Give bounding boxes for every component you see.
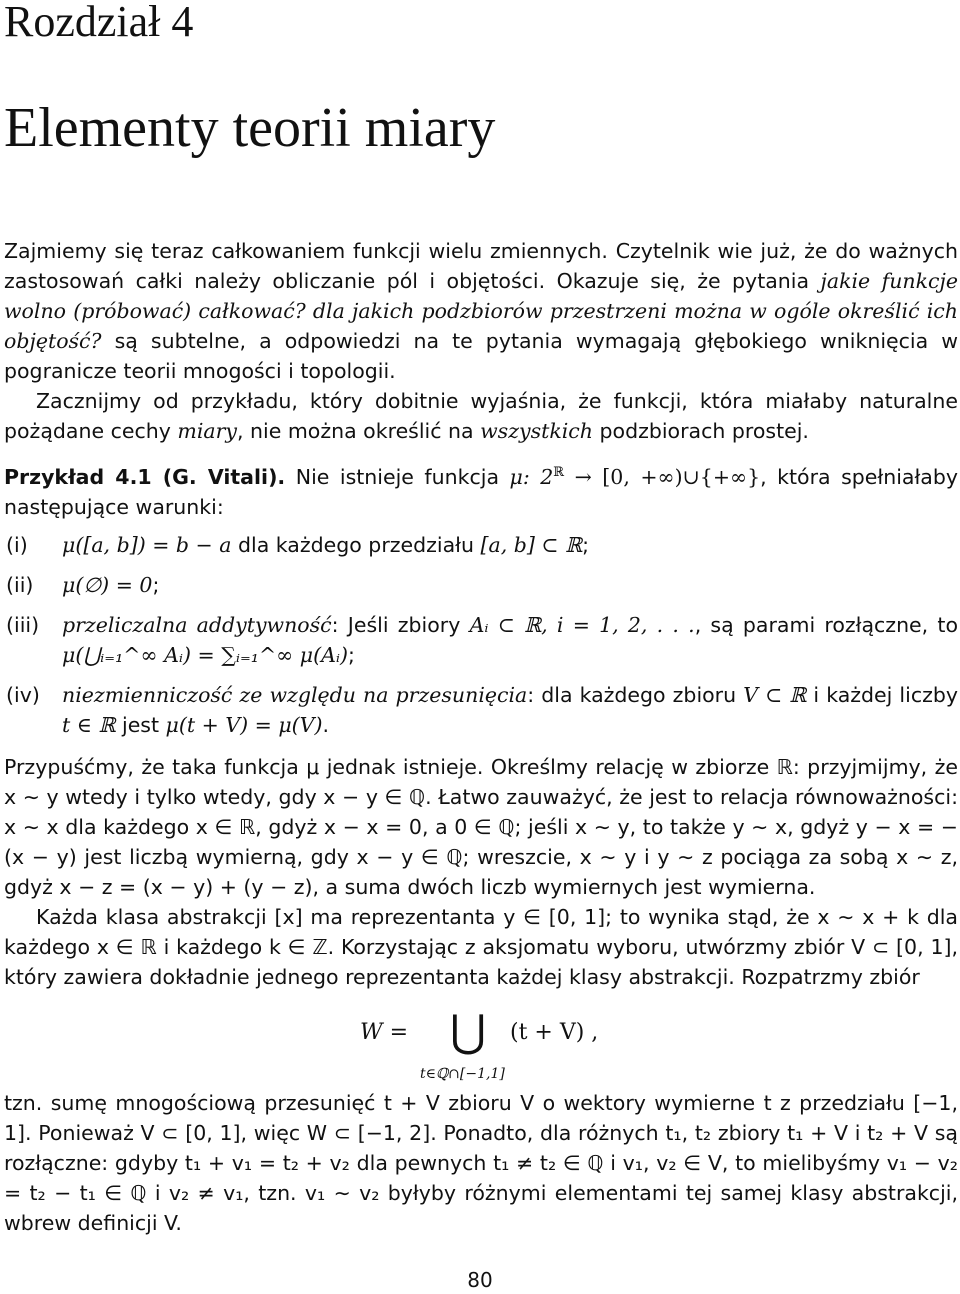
condition-tail: ; <box>348 643 355 667</box>
example-formula-sup: ℝ <box>553 465 565 480</box>
proof-paragraph-3: tzn. sumę mnogościową przesunięć t + V zbioru V o wektory wymierne t z przedziału [−1, 1]. Ponieważ V ⊂ [0, 1], więc W ⊂ [−1, 2]. Ponadto, dla różnych t₁, t₂ zbiory t₁ + V i t₂ + V są rozłączne: gdyby t₁ + v₁ = t₂ + v₂ dla pewnych t₁ ≠ t₂ ∈ ℚ i v₁, v₂ ∈ V, to mielibyśmy v₁ − v₂ = t₂ − t₁ ∈ ℚ i v₂ ≠ v₁, tzn. v₁ ∼ v₂ byłyby różnymi elementami tej samej klasy abstrakcji, wbrew definicji V. <box>4 1091 958 1235</box>
proof-paragraph-2: Każda klasa abstrakcji [x] ma reprezentanta y ∈ [0, 1]; to wynika stąd, że x ∼ x + k dla każdego x ∈ ℝ i każdego k ∈ ℤ. Korzystając z aksjomatu wyboru, utwórzmy zbiór V ⊂ [0, 1], który zawiera dokładnie jednego reprezentanta każdej klasy abstrakcji. Rozpatrzmy zbiór <box>4 905 958 989</box>
condition-math-3: μ(⋃ᵢ₌₁^∞ Aᵢ) = ∑ᵢ₌₁^∞ μ(Aᵢ) <box>62 643 349 667</box>
example-formula-mu: μ: 2 <box>509 464 554 489</box>
union-subscript: t∈ℚ∩[−1,1] <box>420 1066 505 1082</box>
intro-questions: jakie funkcje wolno (próbować) całkować? dla jakich podzbiorów przestrzeni można w ogóle określić ich objętość? <box>4 269 958 353</box>
chapter-label: Rozdział 4 <box>4 0 194 46</box>
display-lhs: W = <box>360 1020 409 1045</box>
condition-text-2: , są parami rozłączne, to <box>694 613 958 637</box>
intro2-term-wszystkich: wszystkich <box>480 419 593 443</box>
intro2-text-a: Zacznijmy od przykładu, który dobitnie wyjaśnia, że funkcji, która miałaby naturalne pożądane cechy <box>4 389 958 443</box>
example-formula-range: → [0, +∞)∪{+∞} <box>564 464 761 489</box>
condition-text-2: i każdej liczby <box>806 683 958 707</box>
example-text-a: Nie istnieje funkcja <box>285 464 510 489</box>
condition-math: μ([a, b]) = b − a <box>62 533 232 557</box>
display-equation <box>0 1006 960 1082</box>
display-rhs: (t + V) , <box>510 1020 599 1045</box>
condition-label: (iii) <box>6 613 40 637</box>
condition-text-3: jest <box>115 713 166 737</box>
condition-math-2: Aᵢ ⊂ ℝ, i = 1, 2, . . . <box>469 613 695 637</box>
condition-tail: . <box>322 713 329 737</box>
conditions-list <box>4 530 958 750</box>
example-label: Przykład 4.1 (G. Vitali). <box>4 464 286 489</box>
condition-label: (i) <box>6 533 28 557</box>
intro-text-c: są subtelne, a odpowiedzi na te pytania wymagają głębokiego wniknięcia w pogranicze teorii mnogości i topologii. <box>4 329 958 383</box>
condition-math-2: [a, b] ⊂ ℝ <box>480 533 583 557</box>
intro-paragraph-2 <box>4 386 958 446</box>
union-symbol: ⋃ <box>450 1006 487 1057</box>
condition-name: niezmienniczość ze względu na przesunięcia <box>62 683 528 707</box>
condition-math: μ(∅) = 0 <box>62 573 153 597</box>
page-number: 80 <box>467 1268 493 1292</box>
chapter-title: Elementy teorii miary <box>4 97 496 159</box>
intro-text-a: Zajmiemy się teraz całkowaniem funkcji wielu zmiennych. Czytelnik wie już, że do ważnych zastosowań całki należy obliczanie pól i objętości. Okazuje się, że pytania <box>4 239 958 293</box>
condition-text: dla każdego przedziału <box>231 533 481 557</box>
intro-paragraph-1 <box>4 236 958 386</box>
condition-label: (ii) <box>6 573 34 597</box>
example-text-b: , która spełniałaby następujące warunki: <box>4 464 959 519</box>
condition-math-2: V ⊂ ℝ <box>743 683 807 707</box>
condition-math-3: t ∈ ℝ <box>62 713 116 737</box>
condition-ii <box>4 570 958 600</box>
condition-tail: ; <box>582 533 590 557</box>
condition-name: przeliczalna addytywność <box>62 613 332 637</box>
condition-math-4: μ(t + V) = μ(V) <box>165 713 323 737</box>
intro2-text-e: podzbiorach prostej. <box>593 419 809 443</box>
condition-iii <box>4 610 958 670</box>
condition-text: : dla każdego zbioru <box>527 683 744 707</box>
intro2-text-c: , nie można określić na <box>236 419 481 443</box>
proof-paragraph-1: Przypuśćmy, że taka funkcja μ jednak istnieje. Określmy relację w zbiorze ℝ: przyjmijmy, że x ∼ y wtedy i tylko wtedy, gdy x − y ∈ ℚ. Łatwo zauważyć, że jest to relacja równoważności: x ∼ x dla każdego x ∈ ℝ, gdyż x − x = 0, a 0 ∈ ℚ; jeśli x ∼ y, to także y ∼ x, gdyż y − x = −(x − y) jest liczbą wymierną, gdy x − y ∈ ℚ; wreszcie, x ∼ y i y ∼ z pociąga za sobą x ∼ z, gdyż x − z = (x − y) + (y − z), a suma dwóch liczb wymiernych jest wymierna. <box>4 755 958 899</box>
condition-label: (iv) <box>6 683 40 707</box>
condition-i <box>4 530 958 560</box>
condition-text: : Jeśli zbiory <box>331 613 470 637</box>
intro2-term-miary: miary <box>177 419 237 443</box>
condition-iv <box>4 680 958 740</box>
example-statement <box>4 458 958 522</box>
condition-tail: ; <box>152 573 160 597</box>
